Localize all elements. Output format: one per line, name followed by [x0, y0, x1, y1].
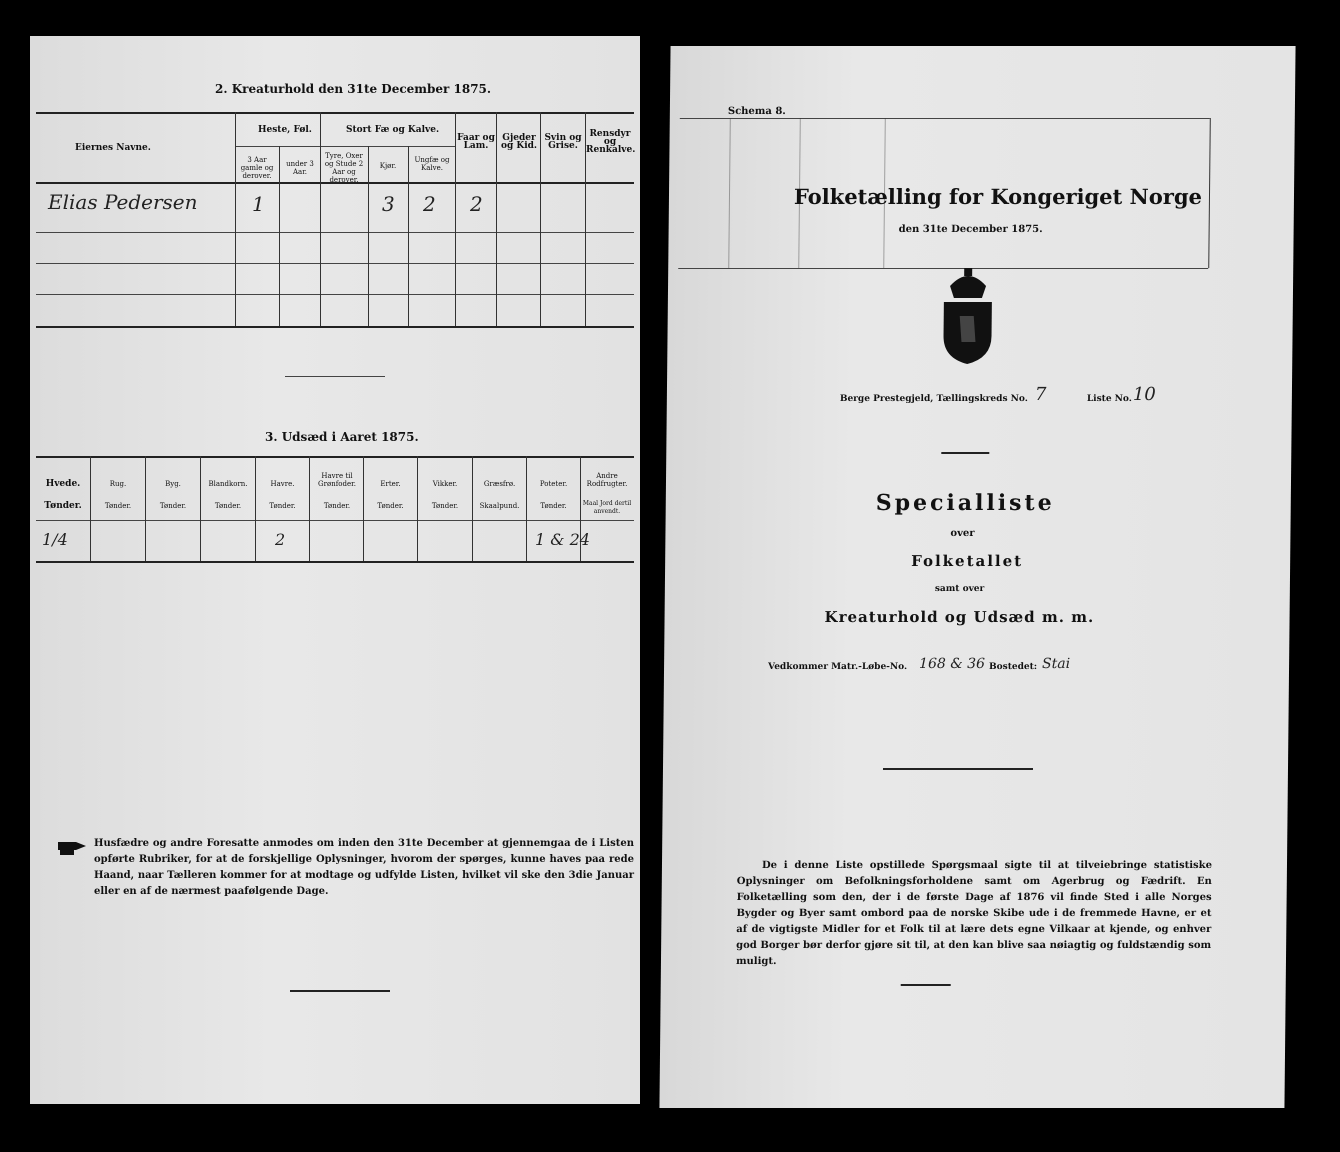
over-label: over: [950, 528, 975, 539]
heste-count-entry: 1: [252, 192, 265, 216]
table2-bottom-rule: [36, 326, 634, 328]
bostedet-value: Stai: [1042, 656, 1071, 672]
col-erter: Erter.: [380, 480, 401, 488]
col-kjor-header: Kjør.: [379, 162, 397, 170]
col-stort-header: Stort Fæ og Kalve.: [346, 125, 440, 135]
col-rug: Rug.: [109, 480, 127, 488]
matr-value: 168 & 36: [919, 656, 986, 672]
section3-title: 3. Udsæd i Aaret 1875.: [265, 430, 419, 444]
bostedet-label: Bostedet:: [989, 662, 1038, 672]
col-havre: Havre.: [270, 480, 295, 488]
col-graesfro: Græsfrø.: [483, 480, 516, 488]
liste-no-entry: 10: [1132, 384, 1156, 405]
col-faar-header: Faar og Lam.: [457, 133, 495, 151]
col-heste-a-header: 3 Aar gamle og derover.: [240, 156, 274, 180]
col-poteter: Poteter.: [539, 480, 568, 488]
col-andre-rodfrugter: Andre Rodfrugter.: [586, 472, 628, 488]
col-heste-header: Heste, Føl.: [258, 125, 312, 135]
right-page: [659, 46, 1295, 1108]
col-heste-b-header: under 3 Aar.: [286, 160, 314, 176]
kjor-count-entry: 3: [382, 192, 395, 216]
col-gjeder-header: Gjeder og Kid.: [500, 133, 538, 151]
table2-top-rule: [36, 112, 634, 114]
bottom-divider-right: [901, 984, 951, 986]
folketallet-title: Folketallet: [911, 552, 1024, 570]
left-page: 2. Kreaturhold den 31te December 1875. Eiernes Navne. Heste, Føl. 3 Aar gamle og derover. under 3 Aar. Stort Fæ og Kalve. Tyre, Oxer og Stude 2 Aar og derover. Kjør. Ungfæ og Kalve. Faar og Lam. Gjeder og Kid. Svin og Grise. Rensdyr og Renkalve. Elias Pedersen 1 3 2 2 3. Udsæd i Aaret 1875. Hvede. Rug. Byg. Blandkorn. Havre. Havre til Grønfoder. Erter. Vikker. Græsfrø. Poteter. Andre Rodfrugter. Tønder. Tønder. Tønder. Tønder. Tønder. Tønder. Tønder. Tønder. Skaalpund. Tønder. Maal Jord dertil anvendt. 1/4 2 1 & 24 Husfædre og andre Foresatte anmodes om inden den 31te December at gjennemgaa de i Listen opførte Rubriker, for at de forskjellige Oplysninger, hvorom der spørges, kunne haves paa rede Haand, naar Tælleren kommer for at modtage og udfylde Listen, hvilket vil ske den 3die Januar eller en af de nærmest paafølgende Dage.: [30, 36, 640, 1104]
main-title: Folketælling for Kongeriget Norge: [793, 184, 1203, 209]
pointing-hand-icon: [58, 836, 88, 858]
info-paragraph: De i denne Liste opstillede Spørgsmaal sigte til at tilveiebringe statistiske Oplysninger om Befolkningsforholdene samt om Agerbrug og Fædrift. En Folketælling som den, der i de første Dage af 1876 vil finde Sted i alle Norges Bygder og Byer samt ombord paa de norske Skibe ude i de fremmede Havne, er et af de vigtigste Midler for et Folk til at lære dets egne Vilkaar at kjende, og enhver god Borger bør derfor gjøre sit til, at den kan blive saa nøiagtig og fuldstændig som muligt.: [735, 860, 1213, 967]
col-tyre-header: Tyre, Oxer og Stude 2 Aar og derover.: [324, 152, 364, 184]
coat-of-arms-icon: [937, 266, 998, 366]
divider: [285, 376, 385, 377]
divider-right: [883, 768, 1033, 770]
prestegjeld-label: Berge Prestegjeld, Tællingskreds No.: [839, 394, 1028, 404]
specialliste-title: Specialliste: [875, 490, 1055, 516]
col-vikker: Vikker.: [432, 480, 458, 488]
col-ungfae-header: Ungfæ og Kalve.: [414, 156, 450, 172]
col-rensdyr-header: Rensdyr og Renkalve.: [586, 129, 636, 155]
samt-label: samt over: [934, 584, 985, 594]
hvede-entry: 1/4: [42, 530, 68, 549]
havre-entry: 2: [275, 530, 286, 549]
faar-count-entry: 2: [470, 192, 483, 216]
col-owner-header: Eiernes Navne.: [75, 143, 151, 153]
section2-title: 2. Kreaturhold den 31te December 1875.: [215, 82, 492, 96]
liste-label: Liste No.: [1086, 394, 1132, 404]
col-byg: Byg.: [165, 480, 181, 488]
bottom-divider: [290, 990, 390, 992]
owner-name-entry: Elias Pedersen: [48, 190, 198, 214]
schema-label: Schema 8.: [727, 106, 786, 117]
kreds-no-entry: 7: [1034, 384, 1047, 405]
col-havre-gronfoder: Havre til Grønfoder.: [318, 472, 356, 488]
col-svin-header: Svin og Grise.: [544, 133, 582, 151]
matr-label: Vedkommer Matr.-Løbe-No.: [768, 662, 908, 672]
poteter-entry: 1 & 24: [535, 530, 590, 549]
ungfae-count-entry: 2: [423, 192, 436, 216]
kreaturhold-title: Kreaturhold og Udsæd m. m.: [824, 608, 1095, 626]
date-line: den 31te December 1875.: [898, 224, 1043, 235]
notice-text: Husfædre og andre Foresatte anmodes om inden den 31te December at gjennemgaa de i Listen opførte Rubriker, for at de forskjellige Oplysninger, hvorom der spørges, kunne haves paa rede Haand, naar Tælleren kommer for at modtage og udfylde Listen, hvilket vil ske den 3die Januar eller en af de nærmest paafølgende Dage.: [94, 838, 634, 897]
col-blandkorn: Blandkorn.: [208, 480, 248, 488]
col-hvede: Hvede.: [45, 479, 81, 489]
